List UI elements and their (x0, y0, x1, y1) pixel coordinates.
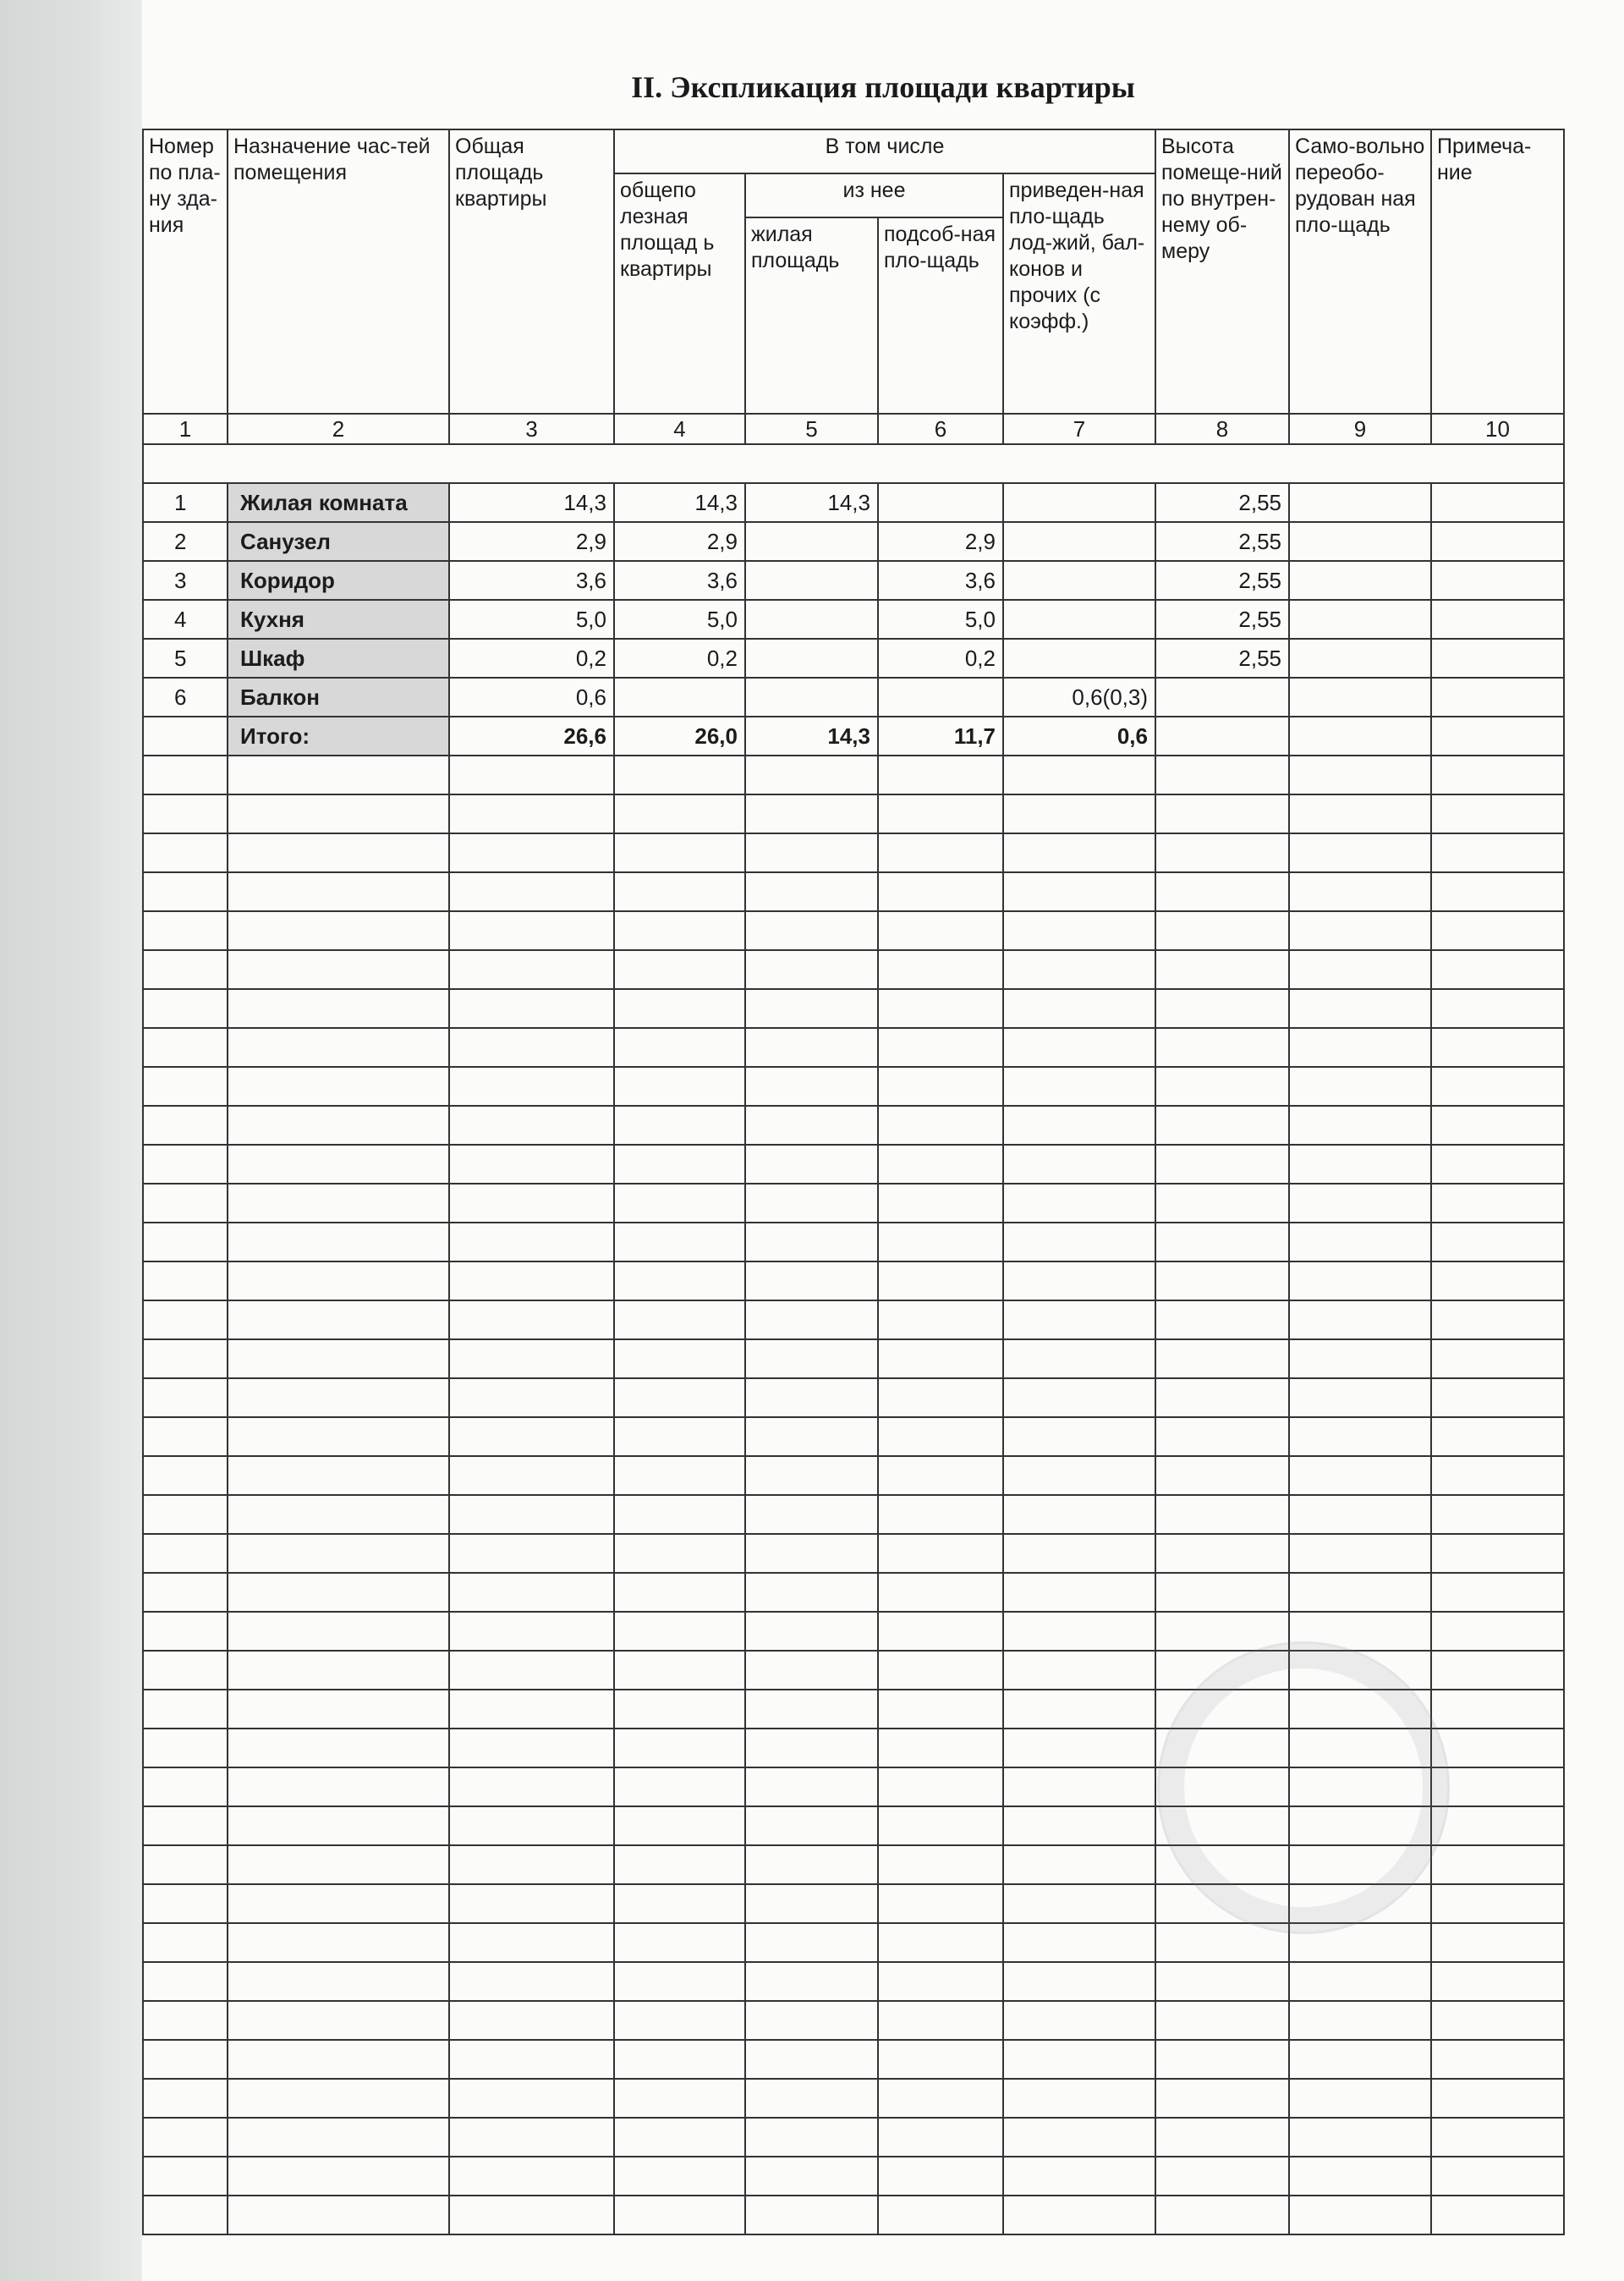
empty-row (143, 756, 1564, 794)
table-row (143, 600, 1564, 639)
cell-useful: 5,0 (614, 600, 745, 639)
empty-row (143, 2157, 1564, 2196)
total-name: Итого: (228, 717, 449, 756)
cell-note (1431, 483, 1564, 522)
cell-reduced (1003, 600, 1155, 639)
cell-reduced (1003, 522, 1155, 561)
cell-self (1289, 600, 1431, 639)
cell-note (1431, 639, 1564, 678)
table-row (143, 561, 1564, 600)
empty-row (143, 1300, 1564, 1339)
total-useful: 26,0 (614, 717, 745, 756)
empty-row (143, 872, 1564, 911)
header-useful-area: общепо лезная площад ь квартиры (614, 173, 745, 414)
cell-useful (614, 678, 745, 717)
column-number: 1 (143, 414, 228, 444)
empty-row (143, 2001, 1564, 2040)
column-number: 3 (449, 414, 614, 444)
header-reduced-area: приведен-ная пло-щадь лод-жий, бал-конов и прочих (с коэфф.) (1003, 173, 1155, 414)
cell-note (1431, 561, 1564, 600)
cell-total: 5,0 (449, 600, 614, 639)
empty-row (143, 1845, 1564, 1884)
spacer-row (143, 444, 1564, 483)
cell-no: 6 (143, 678, 228, 717)
empty-row (143, 1067, 1564, 1106)
empty-row (143, 1456, 1564, 1495)
column-number: 2 (228, 414, 449, 444)
empty-row (143, 1534, 1564, 1573)
empty-cell (1289, 717, 1431, 756)
header-auxiliary-area: подсоб-ная пло-щадь (878, 217, 1003, 414)
empty-row (143, 1417, 1564, 1456)
cell-note (1431, 600, 1564, 639)
empty-row (143, 1339, 1564, 1378)
cell-living (745, 522, 878, 561)
cell-living: 14,3 (745, 483, 878, 522)
cell-aux: 5,0 (878, 600, 1003, 639)
cell-height: 2,55 (1155, 600, 1289, 639)
empty-cell (143, 717, 228, 756)
empty-row (143, 1223, 1564, 1261)
cell-name: Кухня (228, 600, 449, 639)
cell-aux: 3,6 (878, 561, 1003, 600)
total-living: 14,3 (745, 717, 878, 756)
cell-living (745, 678, 878, 717)
cell-useful: 2,9 (614, 522, 745, 561)
cell-self (1289, 561, 1431, 600)
cell-name: Санузел (228, 522, 449, 561)
empty-row (143, 2040, 1564, 2079)
empty-row (143, 1962, 1564, 2001)
cell-self (1289, 639, 1431, 678)
empty-row (143, 1378, 1564, 1417)
cell-reduced: 0,6(0,3) (1003, 678, 1155, 717)
empty-row (143, 2079, 1564, 2118)
empty-row (143, 1651, 1564, 1690)
empty-row (143, 794, 1564, 833)
column-number: 7 (1003, 414, 1155, 444)
empty-row (143, 2118, 1564, 2157)
empty-row (143, 1923, 1564, 1962)
cell-no: 1 (143, 483, 228, 522)
cell-self (1289, 678, 1431, 717)
cell-aux (878, 678, 1003, 717)
empty-row (143, 1573, 1564, 1612)
cell-total: 0,2 (449, 639, 614, 678)
total-total: 26,6 (449, 717, 614, 756)
cell-living (745, 639, 878, 678)
column-number: 5 (745, 414, 878, 444)
cell-height (1155, 678, 1289, 717)
cell-aux: 0,2 (878, 639, 1003, 678)
column-number: 4 (614, 414, 745, 444)
header-living-area: жилая площадь (745, 217, 878, 414)
empty-row (143, 1767, 1564, 1806)
cell-reduced (1003, 561, 1155, 600)
header-of-which: из нее (745, 173, 1003, 217)
cell-self (1289, 522, 1431, 561)
header-plan-number: Номер по пла-ну зда-ния (143, 129, 228, 414)
table-row (143, 639, 1564, 678)
column-number-row (143, 414, 1564, 444)
cell-no: 2 (143, 522, 228, 561)
cell-height: 2,55 (1155, 483, 1289, 522)
cell-name: Шкаф (228, 639, 449, 678)
table-row (143, 522, 1564, 561)
cell-living (745, 600, 878, 639)
cell-useful: 3,6 (614, 561, 745, 600)
cell-self (1289, 483, 1431, 522)
cell-total: 14,3 (449, 483, 614, 522)
empty-cell (1431, 717, 1564, 756)
table-row (143, 483, 1564, 522)
cell-total: 3,6 (449, 561, 614, 600)
cell-name: Балкон (228, 678, 449, 717)
header-height: Высота помеще-ний по внутрен-нему об-меру (1155, 129, 1289, 414)
empty-row (143, 950, 1564, 989)
header-note: Примеча-ние (1431, 129, 1564, 414)
header-self-remodeled: Само-вольно переобо-рудован ная пло-щадь (1289, 129, 1431, 414)
cell-note (1431, 678, 1564, 717)
empty-row (143, 1612, 1564, 1651)
empty-row (143, 911, 1564, 950)
header-total-area: Общая площадь квартиры (449, 129, 614, 414)
empty-row (143, 2196, 1564, 2234)
empty-row (143, 1106, 1564, 1145)
total-reduced: 0,6 (1003, 717, 1155, 756)
scan-margin (0, 0, 142, 2281)
empty-row (143, 989, 1564, 1028)
cell-no: 5 (143, 639, 228, 678)
cell-no: 4 (143, 600, 228, 639)
empty-row (143, 1690, 1564, 1729)
cell-height: 2,55 (1155, 522, 1289, 561)
cell-reduced (1003, 483, 1155, 522)
table-row (143, 678, 1564, 717)
cell-name: Жилая комната (228, 483, 449, 522)
total-aux: 11,7 (878, 717, 1003, 756)
cell-height: 2,55 (1155, 561, 1289, 600)
cell-useful: 0,2 (614, 639, 745, 678)
header-including: В том числе (614, 129, 1155, 173)
cell-reduced (1003, 639, 1155, 678)
empty-row (143, 1028, 1564, 1067)
cell-note (1431, 522, 1564, 561)
cell-name: Коридор (228, 561, 449, 600)
cell-total: 2,9 (449, 522, 614, 561)
total-row (143, 717, 1564, 756)
empty-row (143, 1145, 1564, 1184)
empty-cell (1155, 717, 1289, 756)
cell-useful: 14,3 (614, 483, 745, 522)
empty-row (143, 1806, 1564, 1845)
header-purpose: Назначение час-тей помещения (228, 129, 449, 414)
empty-row (143, 833, 1564, 872)
header-row-1 (143, 129, 1564, 173)
cell-height: 2,55 (1155, 639, 1289, 678)
empty-row (143, 1495, 1564, 1534)
cell-no: 3 (143, 561, 228, 600)
cell-aux (878, 483, 1003, 522)
column-number: 8 (1155, 414, 1289, 444)
column-number: 6 (878, 414, 1003, 444)
cell-total: 0,6 (449, 678, 614, 717)
empty-row (143, 1261, 1564, 1300)
explication-table (142, 129, 1565, 2235)
cell-aux: 2,9 (878, 522, 1003, 561)
page-title: II. Экспликация площади квартиры (631, 70, 1135, 104)
empty-row (143, 1729, 1564, 1767)
column-number: 9 (1289, 414, 1431, 444)
empty-row (143, 1184, 1564, 1223)
empty-row (143, 1884, 1564, 1923)
cell-living (745, 561, 878, 600)
document-page (142, 0, 1624, 2281)
column-number: 10 (1431, 414, 1564, 444)
